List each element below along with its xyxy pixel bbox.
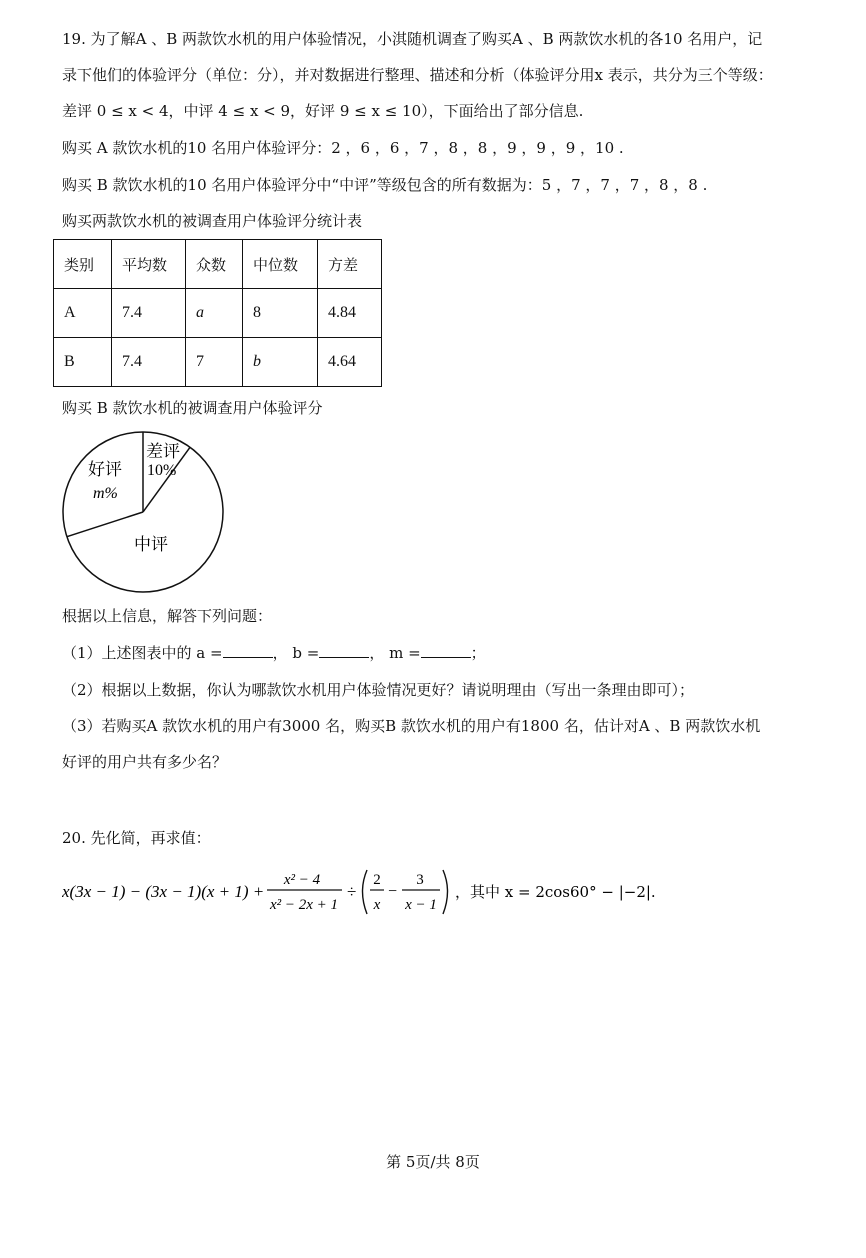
frac3-denominator: x − 1 (405, 897, 437, 913)
frac2-denominator: x (373, 897, 381, 913)
table-cell: 7.4 (112, 338, 186, 387)
q20-condition: ，其中 x = 2cos60° − |−2|. (455, 883, 656, 901)
right-paren (443, 870, 448, 914)
part1-end: ； (470, 644, 486, 662)
part1-a-label: （1）上述图表中的 a = (62, 644, 223, 662)
table-cell: a (186, 289, 243, 338)
q19-line-1: 19. 为了解A 、B 两款饮水机的用户体验情况，小淇随机调查了购买A 、B 两款饮水机的各10 名用户，记 (62, 30, 763, 48)
minus-sign: − (388, 883, 398, 900)
answer-blank-a[interactable] (223, 643, 273, 658)
q19-part-1 (62, 643, 486, 663)
table-header-cell: 平均数 (112, 240, 186, 289)
frac1-denominator: x² − 2x + 1 (269, 897, 339, 913)
pie-radius (67, 512, 143, 537)
table-cell: 7 (186, 338, 243, 387)
table-row (54, 289, 382, 338)
table-cell: 8 (243, 289, 318, 338)
expr-left: x(3x − 1) − (3x − 1)(x + 1) + (62, 882, 265, 901)
answer-blank-m[interactable] (421, 643, 471, 658)
slice-label-poor: 差评 (146, 442, 180, 462)
table-header-row (54, 240, 382, 289)
q19-line-4: 购买 A 款饮水机的10 名用户体验评分：2 ，6 ，6 ，7 ，8 ，8 ，9 ，9 ，9 ，10 . (62, 139, 624, 157)
q19-part-3-line-2: 好评的用户共有多少名？ (62, 753, 228, 771)
frac3-numerator: 3 (416, 872, 424, 888)
divide-sign: ÷ (347, 882, 357, 901)
table-cell: b (243, 338, 318, 387)
table-cell: 4.84 (318, 289, 382, 338)
slice-label-medium: 中评 (134, 535, 168, 555)
q19-line-5: 购买 B 款饮水机的10 名用户体验评分中“中评”等级包含的所有数据为：5 ，7 ，7 ，7 ，8 ，8 . (62, 176, 708, 194)
q19-part-3-line-1: （3）若购买A 款饮水机的用户有3000 名，购买B 款饮水机的用户有1800 名，估计对A 、B 两款饮水机 (62, 717, 761, 735)
table-cell: 7.4 (112, 289, 186, 338)
q19-line-2: 录下他们的体验评分（单位：分），并对数据进行整理、描述和分析（体验评分用x 表示，共分为三个等级： (62, 66, 773, 84)
table-header-cell: 方差 (318, 240, 382, 289)
answer-blank-b[interactable] (319, 643, 369, 658)
stats-table (53, 239, 382, 387)
left-paren (363, 870, 368, 914)
table-header-cell: 类别 (54, 240, 112, 289)
table-cell: B (54, 338, 112, 387)
pie-caption: 购买 B 款饮水机的被调查用户体验评分 (62, 399, 323, 417)
frac2-numerator: 2 (373, 872, 381, 888)
q20-expression (62, 866, 682, 918)
table-row (54, 338, 382, 387)
part1-m-label: ， m = (369, 644, 421, 662)
table-cell: A (54, 289, 112, 338)
pie-chart (60, 430, 230, 595)
table-header-cell: 众数 (186, 240, 243, 289)
part1-b-label: ， b = (272, 644, 320, 662)
q20-title: 20. 先化简，再求值： (62, 829, 211, 847)
answer-prompt: 根据以上信息，解答下列问题： (62, 607, 273, 625)
table-header-cell: 中位数 (243, 240, 318, 289)
frac1-numerator: x² − 4 (283, 872, 321, 888)
q19-line-3: 差评 0 ≤ x < 4，中评 4 ≤ x < 9，好评 9 ≤ x ≤ 10），下面给出了部分信息. (62, 102, 584, 120)
page-footer: 第 5页/共 8页 (386, 1153, 480, 1171)
table-caption: 购买两款饮水机的被调查用户体验评分统计表 (62, 212, 363, 230)
table-cell: 4.64 (318, 338, 382, 387)
q19-part-2: （2）根据以上数据，你认为哪款饮水机用户体验情况更好？请说明理由（写出一条理由即可）； (62, 681, 695, 699)
slice-label-good: 好评 (88, 460, 122, 480)
slice-value-poor: 10% (147, 462, 177, 479)
slice-value-good: m% (93, 485, 118, 502)
